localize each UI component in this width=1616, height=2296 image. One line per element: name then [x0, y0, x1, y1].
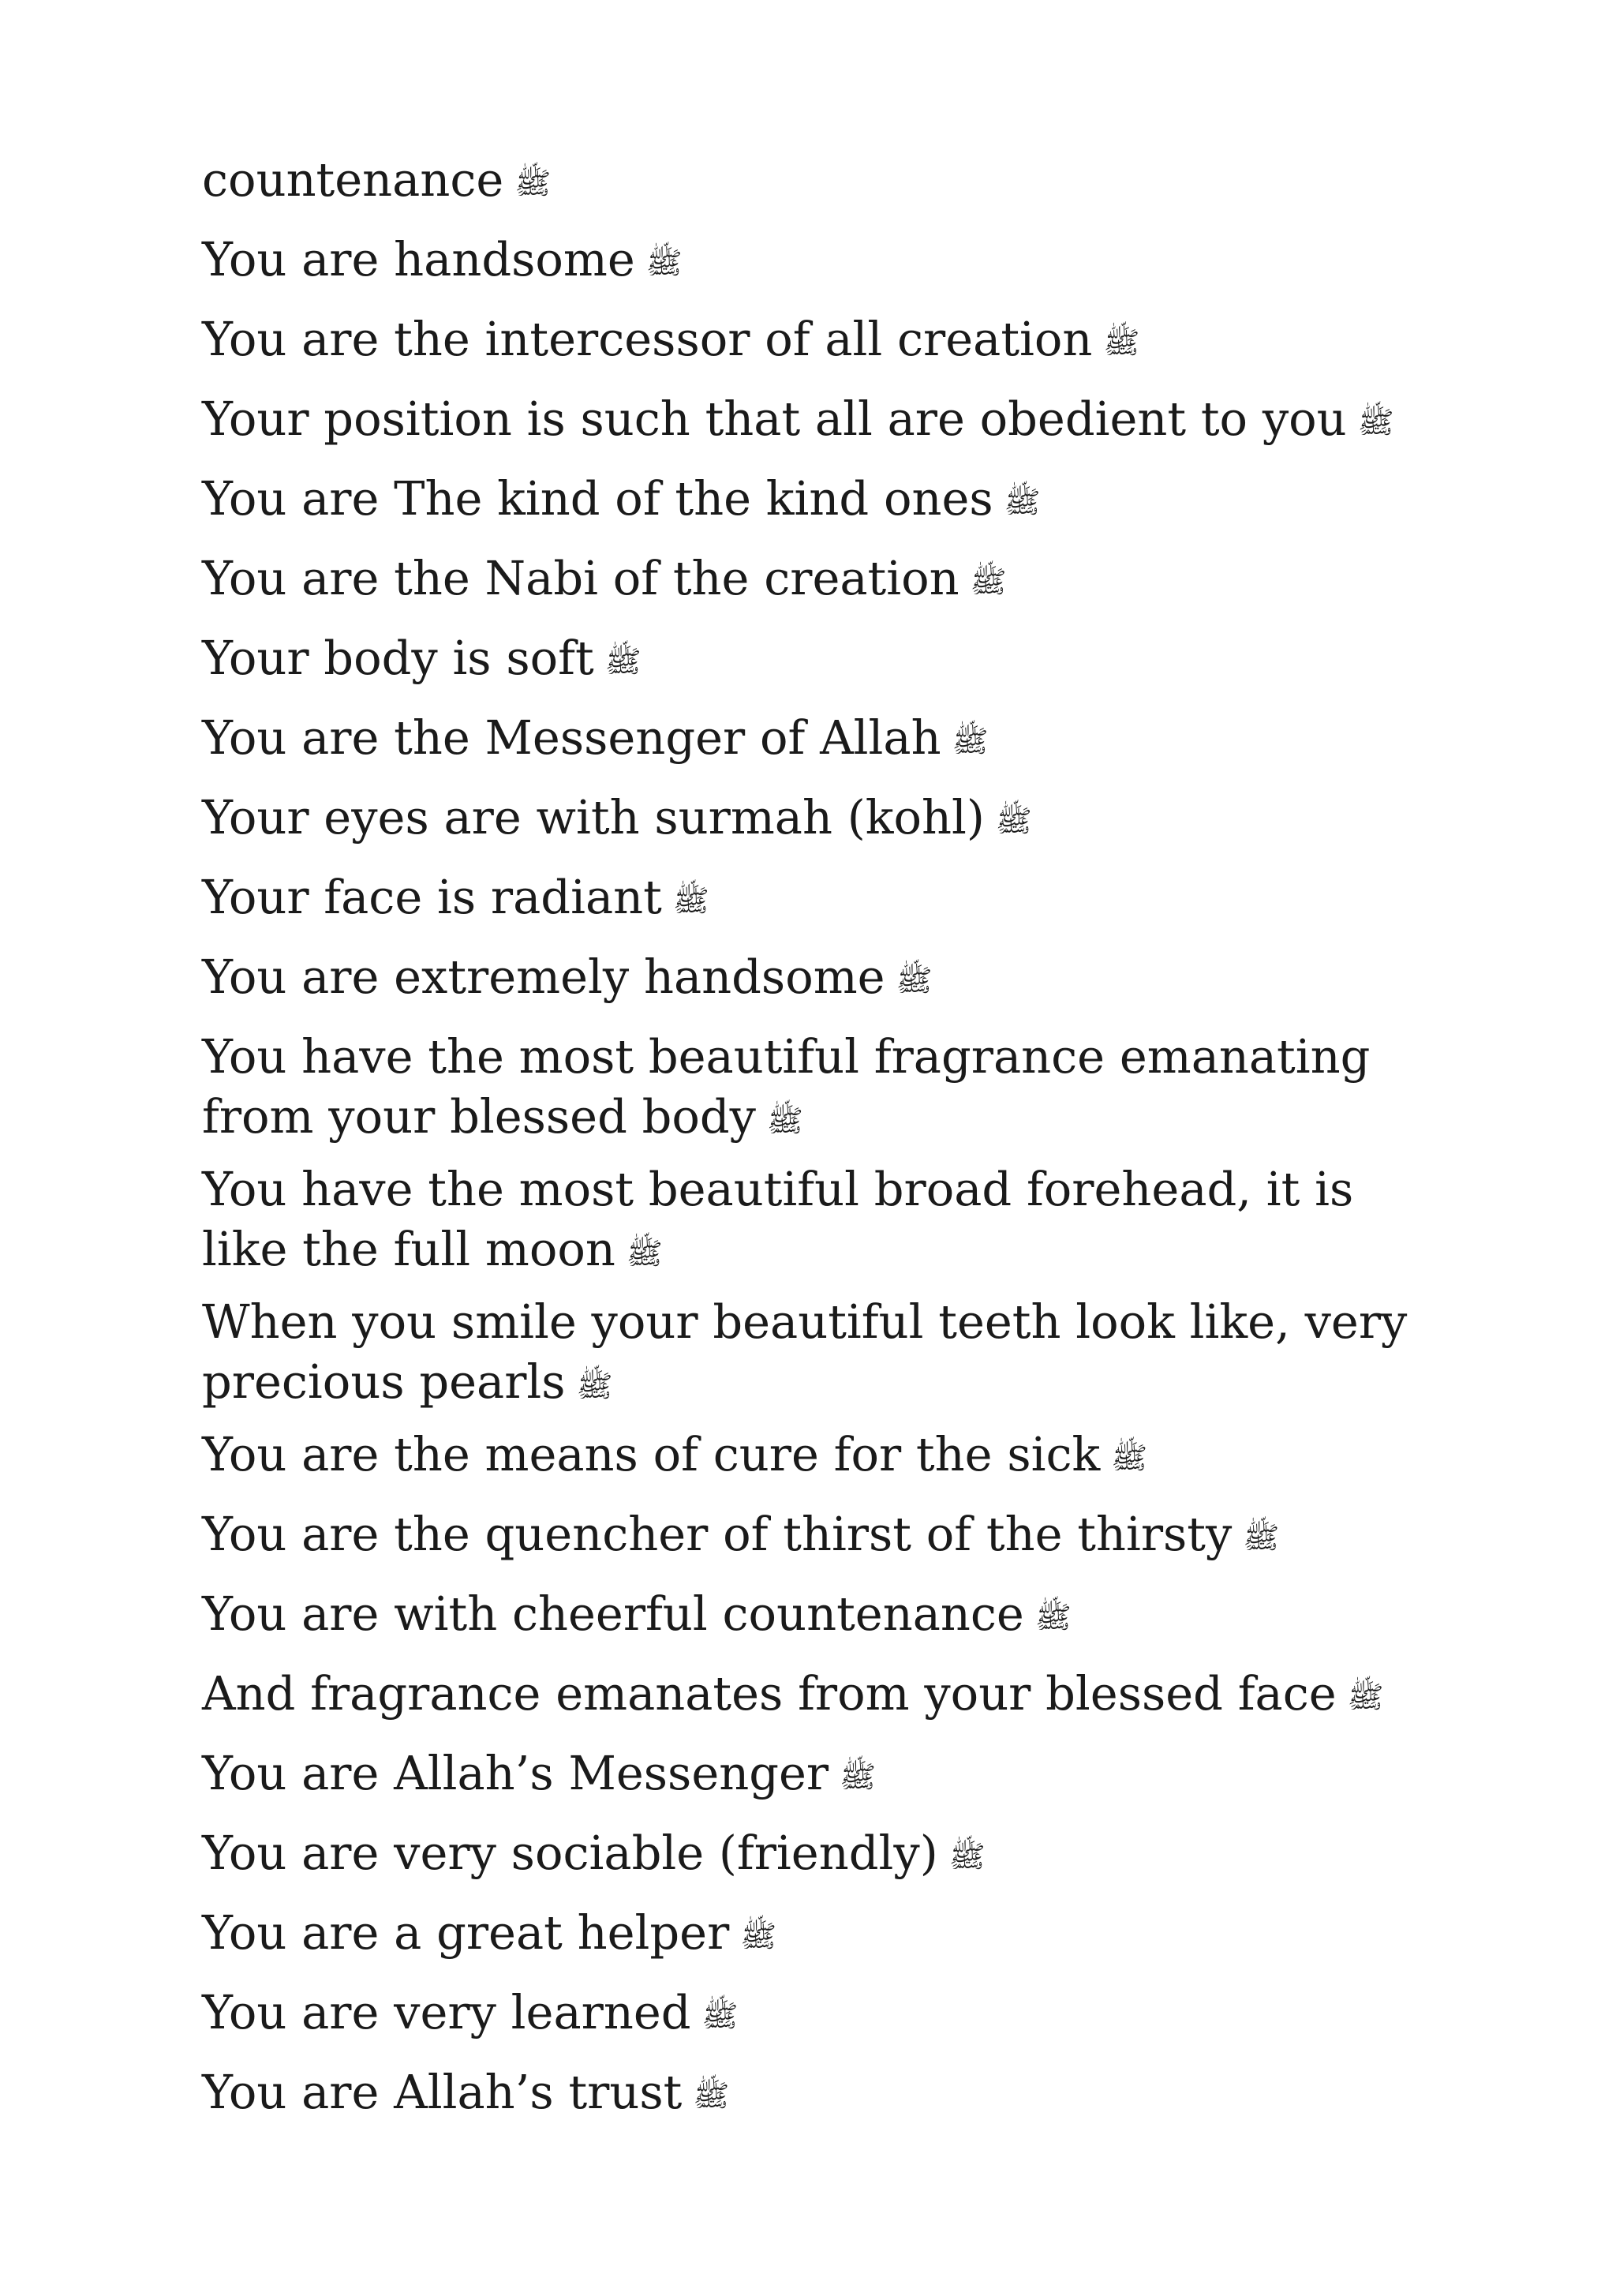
honorific-symbol-icon: ﷺ — [952, 723, 989, 758]
text-line: countenance ﷺ — [202, 152, 552, 207]
honorific-symbol-icon: ﷺ — [970, 564, 1007, 599]
honorific-symbol-icon: ﷺ — [1103, 324, 1140, 360]
text-line-wrapped: When you smile your beautiful teeth look like, very precious pearls ﷺ — [202, 1294, 1408, 1409]
honorific-symbol-icon: ﷺ — [1357, 404, 1394, 440]
honorific-symbol-icon: ﷺ — [626, 1235, 663, 1271]
text-line: And fragrance emanates from your blessed face ﷺ — [202, 1666, 1384, 1721]
text-line: You are very learned ﷺ — [202, 1985, 739, 2039]
honorific-symbol-icon: ﷺ — [514, 165, 552, 200]
text-line: You are handsome ﷺ — [202, 232, 683, 287]
document-body — [202, 150, 1433, 2142]
text-line: You are extremely handsome ﷺ — [202, 949, 933, 1004]
text-line: You are Allah’s trust ﷺ — [202, 2065, 730, 2119]
honorific-symbol-icon: ﷺ — [701, 1998, 739, 2033]
text-line: You are with cheerful countenance ﷺ — [202, 1586, 1072, 1641]
honorific-symbol-icon: ﷺ — [840, 1759, 877, 1794]
text-line: You are Allah’s Messenger ﷺ — [202, 1746, 877, 1800]
honorific-symbol-icon: ﷺ — [1347, 1679, 1384, 1714]
text-line: You are the intercessor of all creation ﷺ — [202, 312, 1140, 366]
honorific-symbol-icon: ﷺ — [896, 962, 933, 998]
text-line: You are the quencher of thirst of the thirsty ﷺ — [202, 1507, 1280, 1561]
text-line: You are very sociable (friendly) ﷺ — [202, 1826, 986, 1880]
honorific-symbol-icon: ﷺ — [740, 1918, 777, 1953]
text-line-wrapped: You have the most beautiful broad forehead, it is like the full moon ﷺ — [202, 1162, 1354, 1276]
honorific-symbol-icon: ﷺ — [995, 803, 1032, 838]
honorific-symbol-icon: ﷺ — [1243, 1519, 1280, 1555]
text-line: You are a great helper ﷺ — [202, 1905, 777, 1960]
honorific-symbol-icon: ﷺ — [604, 643, 642, 679]
text-line: You are The kind of the kind ones ﷺ — [202, 471, 1041, 526]
honorific-symbol-icon: ﷺ — [1111, 1440, 1148, 1475]
honorific-symbol-icon: ﷺ — [767, 1103, 803, 1138]
honorific-symbol-icon: ﷺ — [672, 882, 709, 918]
text-line: You are the Nabi of the creation ﷺ — [202, 551, 1007, 605]
text-line-wrapped: You have the most beautiful fragrance emanating from your blessed body ﷺ — [202, 1029, 1371, 1144]
honorific-symbol-icon: ﷺ — [948, 1838, 986, 1874]
text-line: Your position is such that all are obedient to you ﷺ — [202, 391, 1394, 446]
text-line: You are the Messenger of Allah ﷺ — [202, 710, 989, 765]
honorific-symbol-icon: ﷺ — [1004, 484, 1041, 519]
honorific-symbol-icon: ﷺ — [693, 2077, 730, 2113]
text-line: You are the means of cure for the sick ﷺ — [202, 1427, 1148, 1481]
text-line: Your face is radiant ﷺ — [202, 870, 709, 924]
honorific-symbol-icon: ﷺ — [1034, 1599, 1072, 1635]
honorific-symbol-icon: ﷺ — [576, 1368, 613, 1403]
honorific-symbol-icon: ﷺ — [645, 245, 683, 280]
text-line: Your eyes are with surmah (kohl) ﷺ — [202, 790, 1032, 845]
text-line: Your body is soft ﷺ — [202, 631, 642, 685]
